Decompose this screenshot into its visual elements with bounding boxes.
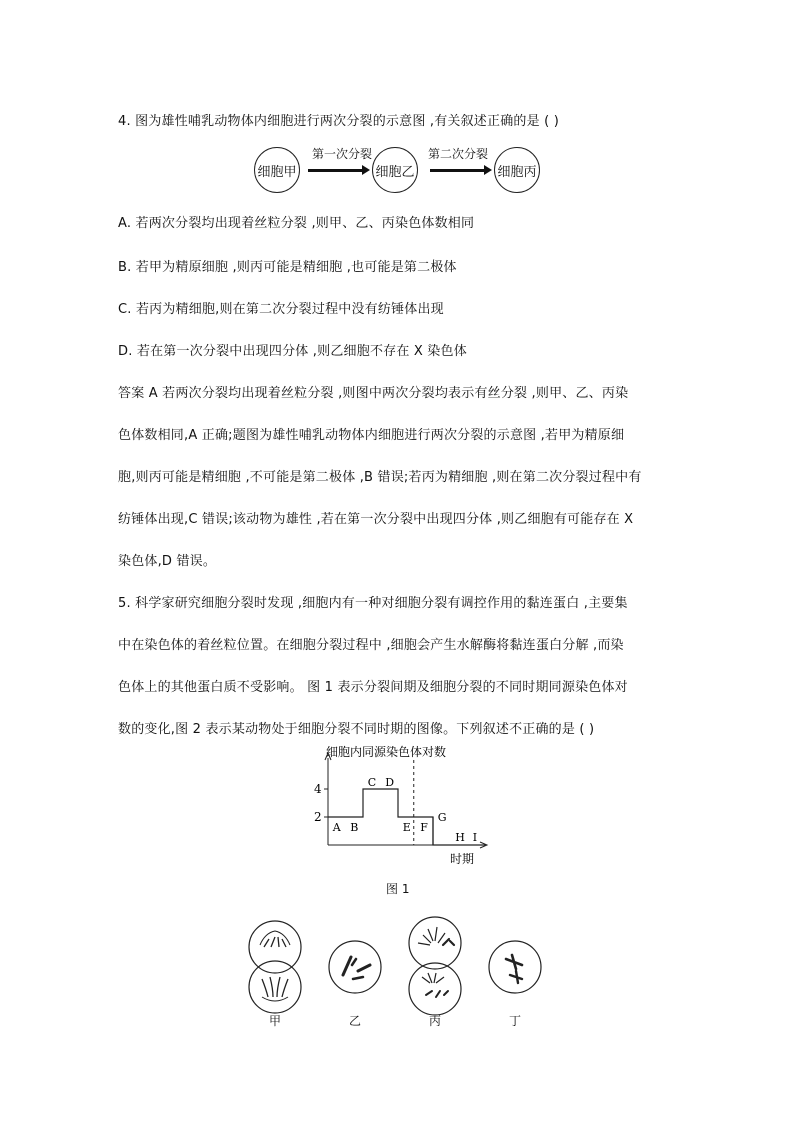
q5-stem-line: 5. 科学家研究细胞分裂时发现 ,细胞内有一种对细胞分裂有调控作用的黏连蛋白 ,主要集 <box>118 596 628 611</box>
q4-option-a: A. 若两次分裂均出现着丝粒分裂 ,则甲、乙、丙染色体数相同 <box>118 216 475 231</box>
segment-label-d: D <box>385 776 395 789</box>
fig2-label-yi: 乙 <box>349 1014 362 1028</box>
fig2-label-bing: 丙 <box>429 1014 442 1028</box>
figure1-caption: 图 1 <box>386 882 410 896</box>
q4-answer-line: 答案 A 若两次分裂均出现着丝粒分裂 ,则图中两次分裂均表示有丝分裂 ,则甲、乙、丙染 <box>118 386 629 401</box>
y-axis-label: 细胞内同源染色体对数 <box>326 745 447 759</box>
fig2-label-jia: 甲 <box>269 1014 282 1028</box>
cell-yi-figure <box>329 941 381 993</box>
arrow2-label: 第二次分裂 <box>428 147 489 161</box>
figure1-chart <box>300 740 500 865</box>
arrow1-label: 第一次分裂 <box>312 147 373 161</box>
segment-label-f: F <box>420 821 428 834</box>
q5-stem-line: 色体上的其他蛋白质不受影响。 图 1 表示分裂间期及细胞分裂的不同时期同源染色体对 <box>118 680 628 695</box>
q4-answer-line: 胞,则丙可能是精细胞 ,不可能是第二极体 ,B 错误;若丙为精细胞 ,则在第二次分裂过程中有 <box>118 470 642 485</box>
segment-label-a: A <box>332 821 341 834</box>
cell-jia-figure <box>249 921 301 1013</box>
cell-bing-figure <box>409 917 461 1015</box>
figure2-cells <box>240 915 550 1030</box>
q4-option-b: B. 若甲为精原细胞 ,则丙可能是精细胞 ,也可能是第二极体 <box>118 260 457 275</box>
arrow2-icon <box>430 169 486 172</box>
arrow1-icon <box>308 169 364 172</box>
segment-label-c: C <box>367 776 377 789</box>
cell-yi: 细胞乙 <box>372 147 418 193</box>
y-tick-label: 4 <box>314 782 322 796</box>
q4-answer-line: 染色体,D 错误。 <box>118 554 217 569</box>
segment-label-i: I <box>472 831 478 844</box>
segment-label-h: H <box>455 831 465 844</box>
segment-label-g: G <box>437 811 447 824</box>
q4-answer-line: 纺锤体出现,C 错误;该动物为雄性 ,若在第一次分裂中出现四分体 ,则乙细胞有可能存在 X <box>118 512 634 527</box>
q4-option-d: D. 若在第一次分裂中出现四分体 ,则乙细胞不存在 X 染色体 <box>118 344 467 359</box>
segment-label-b: B <box>350 821 359 834</box>
q5-stem-line: 数的变化,图 2 表示某动物处于细胞分裂不同时期的图像。下列叙述不正确的是 ( ) <box>118 722 595 737</box>
segment-label-e: E <box>402 821 411 834</box>
y-tick-label: 2 <box>314 810 322 824</box>
q5-stem-line: 中在染色体的着丝粒位置。在细胞分裂过程中 ,细胞会产生水解酶将黏连蛋白分解 ,而染 <box>118 638 624 653</box>
cell-bing: 细胞丙 <box>494 147 540 193</box>
cell-jia: 细胞甲 <box>254 147 300 193</box>
q4-option-c: C. 若丙为精细胞,则在第二次分裂过程中没有纺锤体出现 <box>118 302 444 317</box>
cell-ding-figure <box>489 941 541 993</box>
q4-answer-line: 色体数相同,A 正确;题图为雄性哺乳动物体内细胞进行两次分裂的示意图 ,若甲为精原细 <box>118 428 625 443</box>
x-axis-label: 时期 <box>450 852 475 865</box>
q4-stem: 4. 图为雄性哺乳动物体内细胞进行两次分裂的示意图 ,有关叙述正确的是 ( ) <box>118 114 560 129</box>
fig2-label-ding: 丁 <box>509 1014 522 1028</box>
